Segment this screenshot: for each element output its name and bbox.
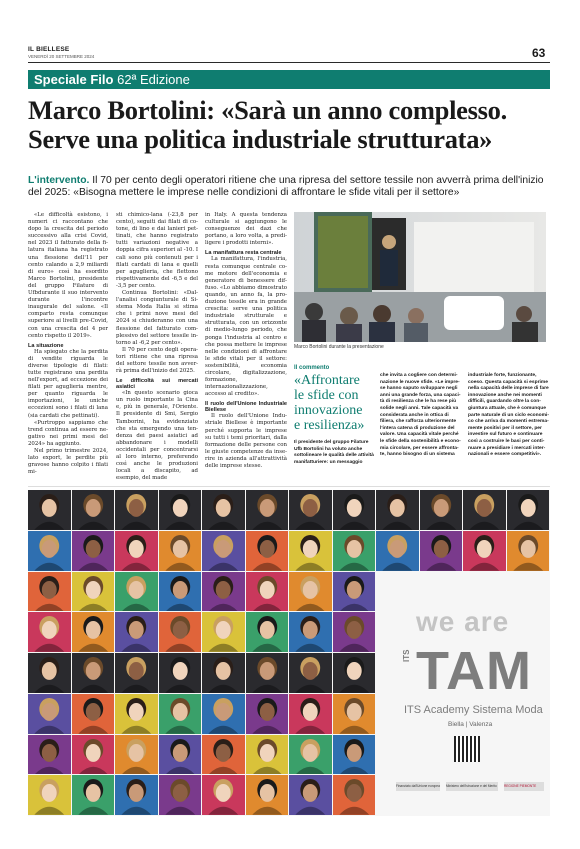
portrait-tile [159, 572, 202, 612]
portrait-tile [333, 775, 376, 815]
portrait-tile [376, 490, 419, 530]
portrait-tile [115, 775, 158, 815]
portrait-tile [159, 612, 202, 652]
portrait-tile [333, 694, 376, 734]
portrait-tile [333, 653, 376, 693]
portrait-tile [159, 531, 202, 571]
article-column-1 [28, 212, 108, 476]
ad-its-vertical: ITS [402, 649, 411, 662]
portrait-tile [202, 694, 245, 734]
portrait-tile [115, 612, 158, 652]
pull-quote: «Affrontare le sfide con innovazione e resilienza» [294, 373, 365, 433]
portrait-tile [72, 612, 115, 652]
portrait-tile [246, 490, 289, 530]
portrait-tile [289, 572, 332, 612]
portrait-tile [72, 653, 115, 693]
ad-tam-logo: TAM [416, 641, 532, 701]
portrait-tile [202, 612, 245, 652]
portrait-tile [246, 775, 289, 815]
paragraph: «Le difficoltà esistono, i numeri ci raccontano che dopo la crescita del periodo successivo alla crisi Covid, nel 2023 il fatturato della filatura italiana ha registrato una flessione dell'11 per cento calando a 2,9 miliardi di euro» così ha esordito Marco Bortolini, presidente del gruppo Filature di Ufbdurante il suo intervento durante l'incontre inaugurale del salone. «Il comparto resta comunque superiore ai livelli pre-Covid, con una crescita del 4 per cento rispetto il 2019». [28, 212, 108, 339]
portrait-tile [72, 572, 115, 612]
portrait-tile [420, 531, 463, 571]
portrait-tile [72, 775, 115, 815]
portrait-tile [159, 775, 202, 815]
sponsor-logos [396, 782, 546, 794]
portrait-tile [246, 735, 289, 775]
portrait-tile [376, 531, 419, 571]
portrait-tile [115, 653, 158, 693]
portrait-tile [202, 490, 245, 530]
portrait-tile [289, 653, 332, 693]
portrait-tile [246, 653, 289, 693]
qr-code-icon[interactable] [454, 736, 480, 762]
portrait-tile [420, 490, 463, 530]
article-column-2 [116, 212, 198, 482]
portrait-tile [246, 531, 289, 571]
portrait-tile [28, 694, 71, 734]
portrait-tile [289, 531, 332, 571]
portrait-tile [159, 694, 202, 734]
portrait-tile [115, 735, 158, 775]
portrait-tile [202, 735, 245, 775]
portrait-tile [159, 735, 202, 775]
commento-label: Il commento [294, 365, 330, 371]
portrait-tile [28, 572, 71, 612]
subheading: La manifattura resta centrale [205, 250, 282, 257]
top-rule [28, 62, 550, 63]
portrait-tile [28, 531, 71, 571]
presentation-photo-illustration [294, 212, 546, 342]
portrait-tile [28, 490, 71, 530]
its-academy-advertisement [28, 490, 550, 816]
portrait-tile [72, 531, 115, 571]
portrait-tile [115, 490, 158, 530]
headline-line-2: Serve una politica industriale strutturata» [28, 124, 493, 154]
section-bar [28, 70, 550, 89]
portrait-tile [289, 612, 332, 652]
portrait-tile [159, 490, 202, 530]
portrait-tile [289, 694, 332, 734]
paragraph: Ha spiegato che la perdita di vendite riguarda le diverse tipologie di filati: tutte registrano una perdita nell'export, ad eccezione dei filati per aguglieria mentre, per quanto riguarda le importazioni, le uniche eccezioni sono i filati di lana (sia cardati che pettinati). [28, 348, 108, 419]
section-name: Speciale Filo [34, 72, 114, 87]
portrait-tile [463, 531, 506, 571]
portrait-tile [246, 694, 289, 734]
portrait-tile [159, 653, 202, 693]
portrait-tile [333, 735, 376, 775]
paragraph: in Italy. A questa tendenza culturale si aggiungono le conseguenze dei dazi che portano, a loro volta, a prediligere i prodotti interni». [205, 212, 287, 247]
portrait-tile [115, 694, 158, 734]
portrait-tile [28, 612, 71, 652]
portrait-tile [333, 531, 376, 571]
portrait-tile [28, 735, 71, 775]
portrait-tile [72, 735, 115, 775]
portrait-tile [115, 572, 158, 612]
portrait-tile [202, 653, 245, 693]
headline-line-1: Marco Bortolini: «Sarà un anno complesso. [28, 95, 507, 125]
subheading: Il ruolo dell'Unione Industriale Biellese [205, 401, 287, 414]
article-photo [294, 212, 546, 342]
deck [28, 175, 550, 199]
ad-divider [28, 486, 550, 487]
ad-cities: Biella | Valenza [448, 721, 493, 728]
ad-academy-name: ITS Academy Sistema Moda [404, 704, 543, 716]
headline [28, 96, 558, 154]
subheading: Le difficoltà sui mercati asiatici [116, 378, 198, 391]
portrait-tile [507, 490, 550, 530]
section-edition: 62ª Edizione [117, 72, 190, 87]
commento-column-1: Il presidente del gruppo Filature Ufb Bortolini ha voluto anche sottolineare le qualità delle attività manifatturiere: un messaggio [294, 440, 374, 465]
portrait-tile [333, 612, 376, 652]
paragraph: La manifattura, l'industria, resta comunque centrale come motore dell'economia e generatore di benessere diffuso. «Lo abbiamo dimostrato quando, un anno fa, la produzione tessile era in grande crescita: serve una politica industriale strutturale e strutturata, con un orizzonte di medio-lungo periodo, che ponga l'industria al centro e che possa mettere le imprese nelle condizioni di affrontare le sfide vitali per il settore: sostenibilità, economia circolare, digitalizzazione, formazione, internazionalizzazione, accesso al credito». [205, 256, 287, 398]
portrait-tile [202, 572, 245, 612]
paragraph: Nel primo trimestre 2024, lato export, le perdite più gravose hanno colpito i filati mi- [28, 448, 108, 476]
deck-kicker: L'intervento. [28, 175, 90, 186]
ministry-logo: Ministero dell'Istruzione e del Merito [446, 782, 498, 791]
subheading: La situazione [28, 342, 64, 349]
portrait-tile [289, 735, 332, 775]
regione-logo: REGIONE PIEMONTE [504, 782, 544, 791]
portrait-tile [333, 572, 376, 612]
commento-column-3: industriale forte, funzionante, coeso. Questa capacità si esprime nella capacità delle imprese di fare innovazione anche nei momenti difficili, guardando oltre la congiuntura attuale, che è comunque parte naturale di un ciclo economico che arriva da momenti estremamente positivi per il settore, per investire sul futuro e continuare così a costruire le basi per continuare a presidiare i mercati internazionali e essere competitivi». [468, 373, 549, 458]
portrait-tile [333, 490, 376, 530]
portrait-tile [72, 490, 115, 530]
ad-we-are: we are [416, 606, 510, 637]
paragraph: Il 70 per cento degli operatori ritiene che una ripresa del settore tessile non avverrà prima dell'inizio del 2025. [116, 346, 198, 375]
eu-logo: Finanziato dall'Unione europea [396, 782, 440, 791]
issue-date: VENERDÌ 20 SETTEMBRE 2024 [28, 54, 95, 59]
portrait-tile [463, 490, 506, 530]
deck-text: Il 70 per cento degli operatori ritiene che una ripresa del settore tessile non avverrà prima dell'inizio del 2025: «Bisogna mettere le imprese nelle condizioni di affrontare le sfide vitali per il settore» [28, 175, 544, 198]
commento-column-2: che invita a cogliere con determinazione le nuove sfide. «Le imprese hanno saputo sviluppare negli anni una grande forza, una capacità di resilienza che le ha rese più solide negli anni. Tale capacità va considerata anche in ottica di filiera, che rafforza ulteriormente l'intera catena di produzione del valore. Una capacità vitale perché le sfide della sostenibilità e economia circolare, per essere affrontate, hanno bisogno di un sistema [380, 373, 461, 458]
portrait-tile [289, 490, 332, 530]
portrait-tile [202, 531, 245, 571]
portrait-tile [246, 612, 289, 652]
portrait-tile [28, 775, 71, 815]
masthead-title: IL BIELLESE [28, 46, 70, 53]
portrait-tile [72, 694, 115, 734]
portrait-tile [246, 572, 289, 612]
portrait-tile [28, 653, 71, 693]
portrait-tile [202, 775, 245, 815]
paragraph: Continua Bortolini: «Dall'analisi congiunturale di Sistema Moda Italia si stima che i primi nove mesi del 2024 si chiuderanno con una flessione del fatturato complessivo del settore tessile intorno al -6,2 per cento». [116, 290, 198, 346]
photo-caption: Marco Bortolini durante la presentazione [294, 344, 384, 350]
article-column-3 [205, 212, 287, 470]
paragraph: «In questo scenario gioca un ruolo importante la Cina e, più in generale, l'Oriente. Il presidente di Smi, Sergio Tamborini, ha evidenziato che sta emergendo una tendenza dei paesi asiatici ad abbandonare i modelli occidentali per concentrarsi al loro interno, preferendo così anche le produzioni locali a discapito, ad esempio, del made [116, 390, 198, 482]
portrait-tile [289, 775, 332, 815]
paragraph: sti chimico-lana (-23,8 per cento), seguiti dai filati di cotone, di lino e dai lanieri pettinati, che hanno registrato tutti variazioni negative a doppia cifra superiori al -10. I cali sono più contenuti per i filati cardati di lana e quelli per aguglieria, che flettono rispettivamente del -6,5 e del -3,5 per cento. [116, 212, 198, 289]
paragraph: Il ruolo dell'Unione Industriale Biellese è importante perché supporta le imprese su tutti i temi prioritari, dalla formazione delle persone con le giuste competenze da inserire in azienda all'attrattività delle imprese stesse. [205, 413, 287, 469]
portrait-tile [115, 531, 158, 571]
portrait-tile [507, 531, 550, 571]
page-number: 63 [532, 46, 546, 60]
paragraph: «Purtroppo sappiamo che trend continua ad essere negativo nei primi mesi del 2024» ha aggiunto. [28, 419, 108, 447]
